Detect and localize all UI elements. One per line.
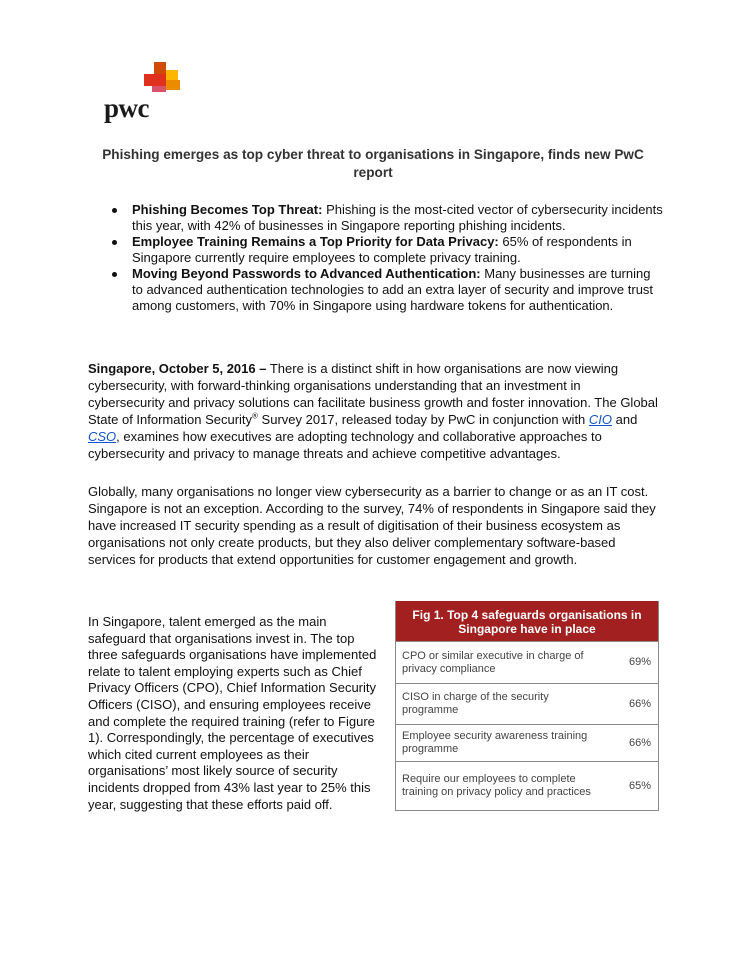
figure-row-value: 66%: [628, 697, 651, 710]
bullet-dot: [112, 272, 117, 277]
intro-text: There is a distinct shift in how organisations are now viewing cybersecurity, with forward-thinking organisations understanding that an investment in cybersecurity and privacy solutions can facilitate business growth and foster innovation. The Global State of Information Security: [88, 361, 658, 427]
cso-link[interactable]: CSO: [88, 429, 117, 444]
registered-mark: ®: [252, 411, 258, 421]
intro-text: and: [612, 412, 638, 427]
figure-row-label: CPO or similar executive in charge of privacy compliance: [402, 649, 584, 675]
paragraph-talent: In Singapore, talent emerged as the main safeguard that organisations invest in. The top three safeguards organisations have implemented relate to talent employing experts such as Chief Privacy Officers (CPO), Chief Information Security Officers (CISO), and ensuring employees receive and complete the required training (refer to Figure 1). Correspondingly, the percentage of executives which cited current employees as their organisations’ most likely source of security incidents dropped from 43% last year to 25% this year, suggesting that these efforts paid off.: [88, 614, 377, 812]
figure-title: Fig 1. Top 4 safeguards organisations in Singapore have in place: [396, 601, 658, 641]
bullet-dot: [112, 240, 117, 245]
figure-row: [396, 761, 658, 810]
key-points-list: [108, 202, 664, 314]
bullet-training: [108, 234, 664, 266]
logo-block-left: [144, 74, 166, 86]
figure-row: [396, 683, 658, 724]
paragraph-global: Globally, many organisations no longer view cybersecurity as a barrier to change or as an IT cost. Singapore is not an exception. According to the survey, 74% of respondents in Singapore said they have increased IT security spending as a result of digitisation of their business ecosystem as organisations not only create products, but they also deliver complementary software-based services for products that extend opportunities for customer engagement and growth.: [88, 484, 656, 567]
logo-block-right: [166, 80, 180, 90]
figure-row: [396, 724, 658, 761]
logo-block-top: [154, 62, 166, 74]
headline: Phishing emerges as top cyber threat to organisations in Singapore, finds new PwC report: [102, 147, 644, 180]
logo-block-mid: [166, 70, 178, 80]
bullet-authentication: [108, 266, 664, 314]
logo-wordmark: pwc: [104, 93, 149, 123]
bullet-lead: Employee Training Remains a Top Priority for Data Privacy:: [132, 234, 499, 249]
figure-row-label: CISO in charge of the security programme: [402, 691, 549, 716]
bullet-text: Many businesses are turning to advanced authentication technologies to add an extra layer of security and improve trust among customers, with 70% in Singapore using hardware tokens for authentication.: [132, 266, 654, 313]
bullet-dot: [112, 208, 117, 213]
dateline: Singapore, October 5, 2016 –: [88, 361, 267, 376]
intro-text: Survey 2017, released today by PwC in conjunction with: [257, 412, 589, 427]
figure-row-value: 69%: [628, 656, 651, 668]
cio-link[interactable]: CIO: [588, 412, 613, 427]
bullet-lead: Phishing Becomes Top Threat:: [132, 202, 323, 217]
bullet-phishing: [108, 202, 664, 234]
figure-row-value: 66%: [628, 736, 651, 749]
logo-block-pink: [152, 86, 166, 92]
figure-row: [396, 641, 658, 683]
figure-row-value: 65%: [628, 779, 651, 792]
bullet-text: Phishing is the most-cited vector of cybersecurity incidents this year, with 42% of businesses in Singapore reporting phishing incidents.: [132, 202, 663, 233]
figure-row-label: Require our employees to complete training on privacy policy and practices: [402, 773, 591, 798]
paragraph-intro: [88, 360, 660, 462]
bullet-lead: Moving Beyond Passwords to Advanced Authentication:: [132, 266, 481, 281]
pwc-logo: [104, 62, 194, 122]
figure-row-label: Employee security awareness training programme: [402, 730, 588, 755]
bullet-text: 65% of respondents in Singapore currently require employees to complete privacy training.: [132, 234, 632, 265]
intro-text: , examines how executives are adopting technology and collaborative approaches to cybersecurity and privacy to manage threats and achieve competitive advantages.: [88, 429, 602, 461]
safeguards-figure: [395, 601, 659, 811]
